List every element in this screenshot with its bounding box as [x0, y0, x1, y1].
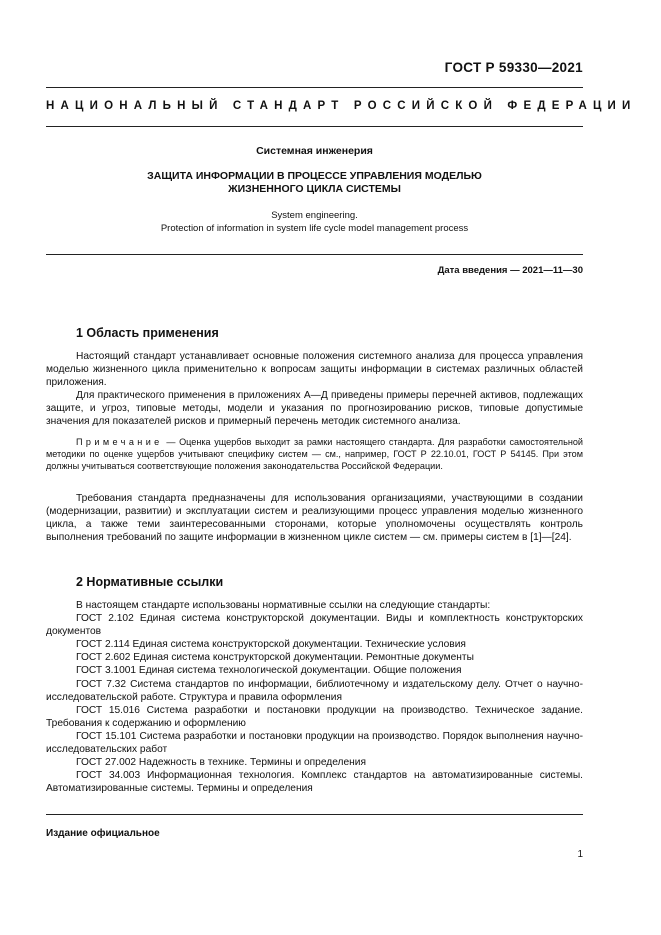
- normative-references-list: [46, 599, 583, 795]
- reference-item: ГОСТ 15.101 Система разработки и постановки продукции на производство. Порядок выполнения научно-исследовательских работ: [46, 730, 583, 756]
- section-1-paragraph-2: Для практического применения в приложениях А—Д приведены примеры перечней активов, подлежащих защите, и угроз, типовые методы, модели и указания по прогнозированию рисков, типовые допустимые значения для показателей рисков и примерный перечень методик системного анализа.: [46, 390, 583, 428]
- footer-rule: [46, 814, 583, 815]
- references-intro: В настоящем стандарте использованы нормативные ссылки на следующие стандарты:: [76, 600, 491, 611]
- english-title: [46, 209, 583, 235]
- page-number: 1: [577, 849, 583, 860]
- document-number: ГОСТ Р 59330—2021: [444, 60, 583, 75]
- reference-item: ГОСТ 2.102 Единая система конструкторской документации. Виды и комплектность конструкторских документов: [46, 613, 583, 638]
- reference-item: ГОСТ 7.32 Система стандартов по информации, библиотечному и издательскому делу. Отчет о научно-исследовательской работе. Структура и правила оформления: [46, 678, 583, 703]
- section-1-note: [46, 436, 583, 472]
- official-edition-label: Издание официальное: [46, 828, 160, 839]
- standard-title-line1: ЗАЩИТА ИНФОРМАЦИИ В ПРОЦЕССЕ УПРАВЛЕНИЯ МОДЕЛЬЮ: [147, 170, 482, 182]
- standard-title-line2: ЖИЗНЕННОГО ЦИКЛА СИСТЕМЫ: [228, 183, 401, 195]
- standard-subject: Системная инженерия: [256, 145, 373, 157]
- section-2-heading: 2 Нормативные ссылки: [76, 575, 224, 589]
- introduction-date: Дата введения — 2021—11—30: [437, 265, 583, 276]
- section-1-paragraph-1: Настоящий стандарт устанавливает основные положения системного анализа для процесса управления моделью жизненного цикла применительно к вопросам защиты информации в системах различных областей приложения.: [46, 351, 583, 389]
- national-standard-banner: НАЦИОНАЛЬНЫЙ СТАНДАРТ РОССИЙСКОЙ ФЕДЕРАЦИИ: [46, 100, 637, 112]
- section-1-paragraph-3: Требования стандарта предназначены для использования организациями, участвующими в создании (модернизации, развитии) и эксплуатации систем и реализующими процесс управления моделью жизненного цикла, а также теми заинтересованными сторонами, которые уполномочены осуществлять контроль выполнения требований по защите информации в жизненном цикле систем — см. примеры систем в [1]—[24].: [46, 493, 583, 544]
- header-bottom-rule: [46, 126, 583, 127]
- english-title-line2: Protection of information in system life cycle model management process: [160, 223, 469, 234]
- note-text: — Оценка ущербов выходит за рамки настоящего стандарта. Для разработки самостоятельной методики по оценке ущербов учитывают специфику систем — см., например, ГОСТ Р 22.10.01, ГОСТ Р 54145. При этом должны учитываться соответствующие положения законодательства Российской Федерации.: [46, 437, 583, 471]
- section-1-heading: 1 Область применения: [76, 326, 219, 340]
- reference-item: ГОСТ 34.003 Информационная технология. Комплекс стандартов на автоматизированные системы. Автоматизированные системы. Термины и определения: [46, 770, 583, 795]
- reference-item: ГОСТ 2.602 Единая система конструкторской документации. Ремонтные документы: [76, 652, 474, 664]
- title-bottom-rule: [46, 254, 583, 255]
- note-label: Примечание: [76, 437, 163, 447]
- english-title-line1: System engineering.: [271, 210, 358, 221]
- standard-title: [46, 170, 583, 196]
- reference-item: ГОСТ 15.016 Система разработки и постановки продукции на производство. Техническое задание. Требования к содержанию и оформлению: [46, 704, 583, 729]
- header-top-rule: [46, 87, 583, 88]
- reference-item: ГОСТ 27.002 Надежность в технике. Термины и определения: [76, 757, 366, 769]
- reference-item: ГОСТ 2.114 Единая система конструкторской документации. Технические условия: [76, 639, 466, 651]
- reference-item: ГОСТ 3.1001 Единая система технологической документации. Общие положения: [76, 665, 462, 677]
